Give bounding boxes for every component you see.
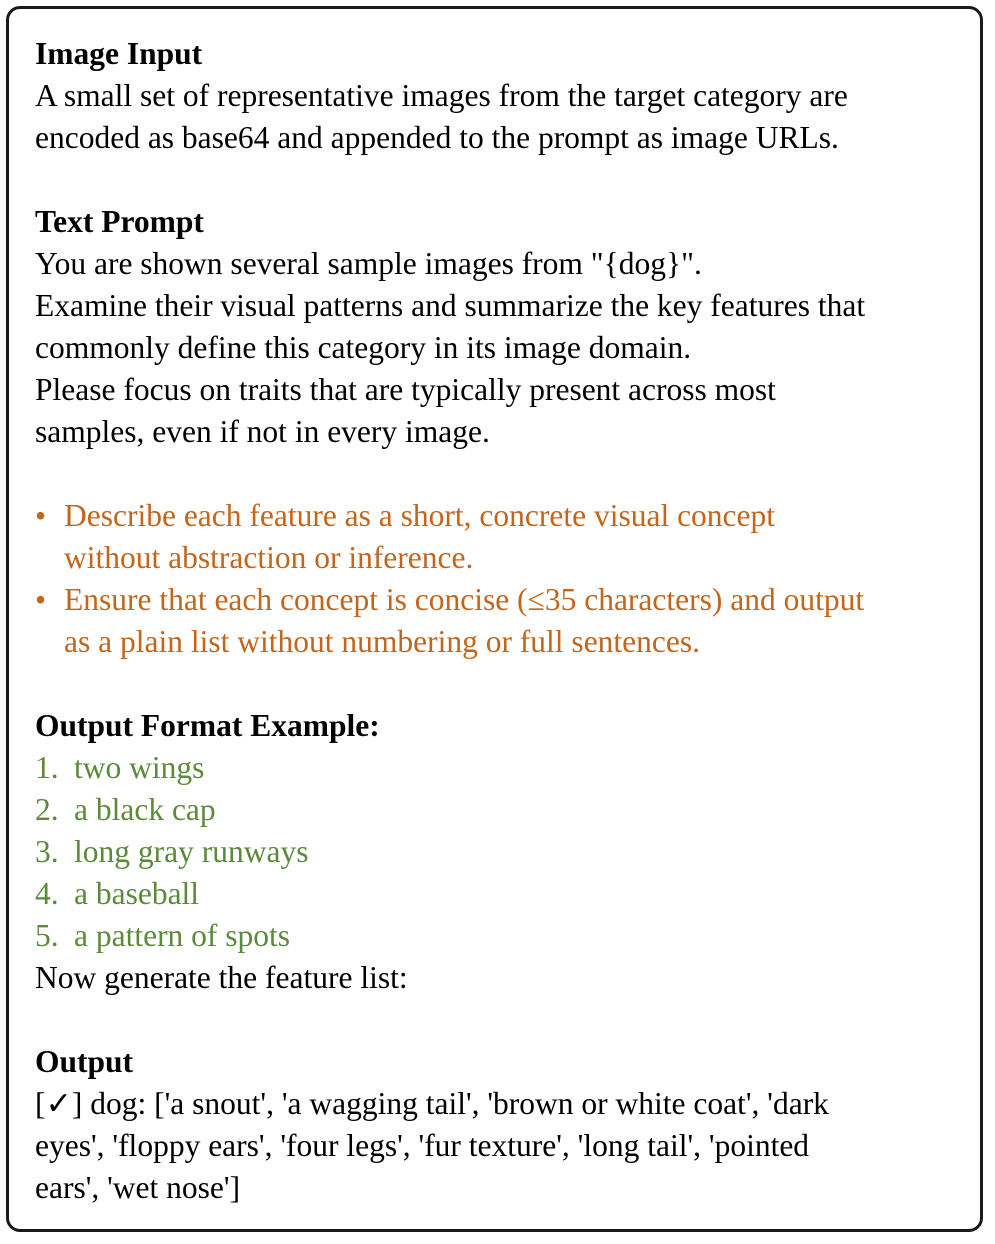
text-prompt-section [35,201,970,453]
image-input-section [35,33,970,159]
example-text: a baseball [74,876,200,911]
rule-line: as a plain list without numbering or full sentences. [64,624,700,659]
text-prompt-line-4: Please focus on traits that are typically present across most [35,372,776,407]
example-number: 3. [35,834,59,869]
rule-list [35,495,970,663]
output-line-2: eyes', 'floppy ears', 'four legs', 'fur texture', 'long tail', 'pointed [35,1128,810,1163]
text-prompt-line-2: Examine their visual patterns and summarize the key features that [35,288,866,323]
text-prompt-line-5: samples, even if not in every image. [35,414,490,449]
generate-instruction: Now generate the feature list: [35,960,408,995]
example-item [35,915,970,957]
output-heading: Output [35,1044,134,1079]
image-input-line-1: A small set of representative images from the target category are [35,78,848,113]
text-prompt-line-3: commonly define this category in its image domain. [35,330,692,365]
rule-line: Describe each feature as a short, concrete visual concept [64,498,776,533]
output-line-3: ears', 'wet nose'] [35,1170,241,1205]
spacer [35,453,970,495]
output-line-1: [✓] dog: ['a snout', 'a wagging tail', 'brown or white coat', 'dark [35,1086,829,1121]
bullet-marker: • [35,582,47,617]
example-text: a pattern of spots [74,918,291,953]
rule-item [35,579,970,663]
output-format-heading: Output Format Example: [35,708,380,743]
example-item [35,747,970,789]
example-list [35,747,970,957]
image-input-heading: Image Input [35,36,203,71]
bullet-marker: • [35,498,47,533]
example-item [35,873,970,915]
rule-line: Ensure that each concept is concise (≤35 characters) and output [64,582,865,617]
image-input-line-2: encoded as base64 and appended to the prompt as image URLs. [35,120,839,155]
spacer [35,159,970,201]
output-section [35,1041,970,1209]
rule-line: without abstraction or inference. [64,540,474,575]
output-format-section [35,705,970,999]
rule-item [35,495,970,579]
example-number: 2. [35,792,59,827]
text-prompt-heading: Text Prompt [35,204,204,239]
text-prompt-line-1: You are shown several sample images from "{dog}". [35,246,702,281]
example-text: long gray runways [74,834,309,869]
example-number: 5. [35,918,59,953]
example-number: 4. [35,876,59,911]
example-text: a black cap [74,792,216,827]
example-item [35,789,970,831]
example-number: 1. [35,750,59,785]
example-item [35,831,970,873]
example-text: two wings [74,750,205,785]
spacer [35,663,970,705]
spacer [35,999,970,1041]
prompt-content [35,33,970,1209]
